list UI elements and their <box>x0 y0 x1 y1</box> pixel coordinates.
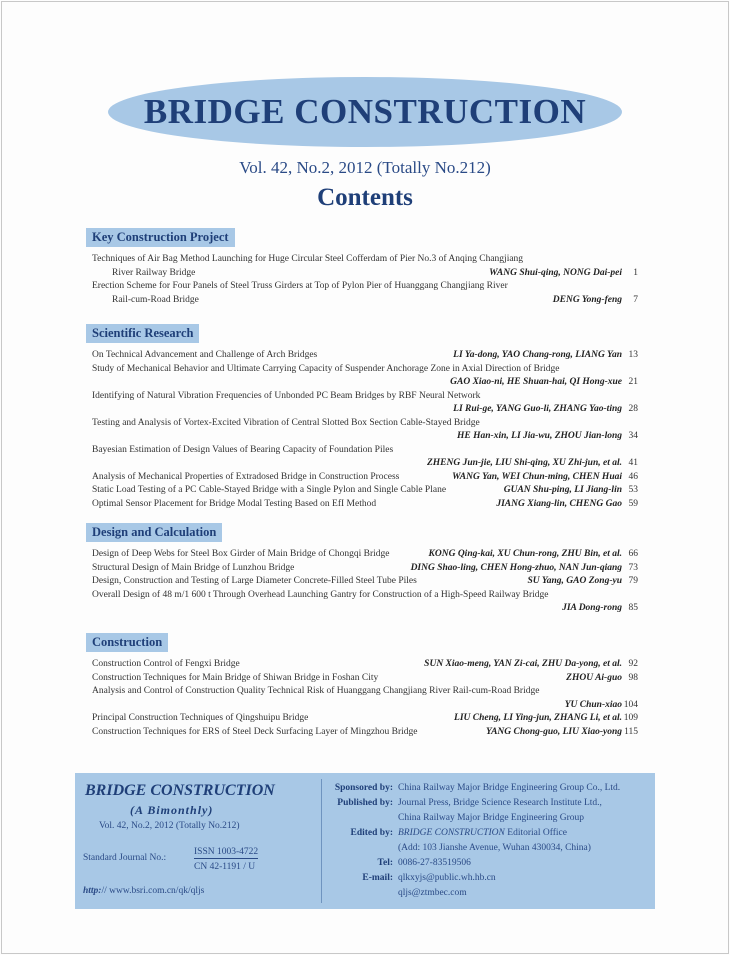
edited-label: Edited by: <box>350 828 393 838</box>
entry-title: Overall Design of 48 m/1 600 t Through Overhead Launching Gantry for Construction of a High-Speed Railway Bridge <box>92 589 549 600</box>
entry-title: Bayesian Estimation of Design Values of Bearing Capacity of Foundation Piles <box>92 444 394 455</box>
toc-entry[interactable] <box>86 672 646 686</box>
entry-page: 46 <box>628 471 638 482</box>
entry-page: 41 <box>628 458 638 468</box>
toc-entry[interactable] <box>86 685 646 712</box>
entry-authors: LI Rui-ge, YANG Guo-li, ZHANG Yao-ting <box>453 404 622 414</box>
entry-title: Study of Mechanical Behavior and Ultimate Carrying Capacity of Suspender Anchorage Zone in Axial Direction of Bridge <box>92 363 560 374</box>
toc-entry[interactable] <box>86 349 646 363</box>
entry-authors: ZHENG Jun-jie, LIU Shi-qing, XU Zhi-jun, et al. <box>426 458 622 468</box>
entry-title-cont: River Railway Bridge <box>112 267 196 278</box>
entry-authors: GUAN Shu-ping, LI Jiang-lin <box>503 485 622 495</box>
contents-heading: Contents <box>317 184 413 211</box>
entry-page: 92 <box>628 659 638 669</box>
entry-title: Optimal Sensor Placement for Bridge Modal Testing Based on EfI Method <box>92 498 377 509</box>
entry-page: 66 <box>628 549 638 559</box>
entry-title: Analysis and Control of Construction Quality Technical Risk of Huanggang Changjiang River Rail-cum-Road Bridge <box>92 686 540 696</box>
entry-page: 73 <box>628 562 638 573</box>
edited-rest: Editorial Office <box>504 828 567 838</box>
section-title: Construction <box>86 633 168 652</box>
toc-entry[interactable] <box>86 498 646 512</box>
entry-title: Design of Deep Webs for Steel Box Girder of Main Bridge of Chongqi Bridge <box>92 549 390 559</box>
toc-entry[interactable] <box>86 726 646 740</box>
toc-entry[interactable] <box>86 575 646 589</box>
entry-title: Erection Scheme for Four Panels of Steel Truss Girders at Top of Pylon Pier of Huanggang Changjiang River <box>92 281 508 291</box>
entry-title: Analysis of Mechanical Properties of Extradosed Bridge in Construction Process <box>92 471 400 482</box>
address: (Add: 103 Jianshe Avenue, Wuhan 430034, China) <box>398 843 591 853</box>
entry-authors: LI Ya-dong, YAO Chang-rong, LIANG Yan <box>453 350 622 360</box>
entry-title: Techniques of Air Bag Method Launching for Huge Circular Steel Cofferdam of Pier No.3 of Anqing Changjiang <box>92 254 524 264</box>
entry-authors: WANG Yan, WEI Chun-ming, CHEN Huai <box>452 471 622 482</box>
entry-title: Testing and Analysis of Vortex-Excited Vibration of Central Slotted Box Section Cable-Stayed Bridge <box>92 417 480 428</box>
colophon-frequency: (A Bimonthly) <box>130 803 214 817</box>
entry-authors: JIA Dong-rong <box>562 603 622 613</box>
cn-number: CN 42-1191 / U <box>194 862 256 872</box>
entry-title-cont: Rail-cum-Road Bridge <box>112 294 199 305</box>
entry-page: 53 <box>628 485 638 495</box>
journal-title: BRIDGE CONSTRUCTION <box>143 92 587 131</box>
entry-authors: WANG Shui-qing, NONG Dai-pei <box>489 267 622 278</box>
section-scientific-research <box>86 324 646 511</box>
section-title: Design and Calculation <box>86 523 222 542</box>
entry-authors: ZHOU Ai-guo <box>566 672 622 683</box>
section-title: Key Construction Project <box>86 228 235 247</box>
entry-title: Construction Techniques for Main Bridge of Shiwan Bridge in Foshan City <box>92 672 379 683</box>
entry-page: 109 <box>623 713 638 723</box>
url-label: http: <box>83 886 102 896</box>
entry-authors: DING Shao-ling, CHEN Hong-zhuo, NAN Jun-qiang <box>410 562 622 573</box>
tel-label: Tel: <box>377 858 393 868</box>
sponsored-value: China Railway Major Bridge Engineering Group Co., Ltd. <box>398 783 621 793</box>
entry-page: 85 <box>628 603 638 613</box>
entry-title: Principal Construction Techniques of Qingshuipu Bridge <box>92 713 309 723</box>
volume-line: Vol. 42, No.2, 2012 (Totally No.212) <box>239 158 491 177</box>
divider <box>321 779 322 903</box>
section-title: Scientific Research <box>86 324 199 343</box>
toc-entry[interactable] <box>86 484 646 498</box>
entry-authors: SUN Xiao-meng, YAN Zi-cai, ZHU Da-yong, et al. <box>424 659 622 669</box>
entry-authors: YANG Chong-guo, LIU Xiao-yong <box>485 726 622 737</box>
published-label: Published by: <box>337 798 393 808</box>
toc-entry[interactable] <box>86 471 646 485</box>
website-link[interactable] <box>83 886 204 896</box>
issn: ISSN 1003-4722 <box>194 847 259 857</box>
toc-entry[interactable] <box>86 280 646 307</box>
entry-page: 34 <box>628 431 638 441</box>
published-value-2: China Railway Major Bridge Engineering Group <box>398 813 585 823</box>
entry-page: 1 <box>633 267 638 278</box>
entry-authors: HE Han-xin, LI Jia-wu, ZHOU Jian-long <box>457 431 622 441</box>
section-key-construction-project <box>86 228 646 307</box>
entry-title: Identifying of Natural Vibration Frequencies of Unbonded PC Beam Bridges by RBF Neural Network <box>92 390 481 401</box>
colophon-volume: Vol. 42, No.2, 2012 (Totally No.212) <box>99 821 240 831</box>
email-value-2[interactable]: qljs@ztmbec.com <box>398 888 467 898</box>
colophon-title: BRIDGE CONSTRUCTION <box>85 782 275 799</box>
toc-entry[interactable] <box>86 253 646 280</box>
email-label: E-mail: <box>362 873 393 883</box>
toc-entry[interactable] <box>86 658 646 672</box>
toc-entry[interactable] <box>86 363 646 390</box>
entry-authors: YU Chun-xiao <box>564 699 622 710</box>
sponsored-label: Sponsored by: <box>334 783 393 793</box>
toc-entry[interactable] <box>86 548 646 562</box>
entry-page: 79 <box>628 576 638 586</box>
entry-title: Design, Construction and Testing of Large Diameter Concrete-Filled Steel Tube Piles <box>92 576 417 586</box>
toc-entry[interactable] <box>86 390 646 417</box>
entry-authors: JIANG Xiang-lin, CHENG Gao <box>496 498 622 509</box>
standard-journal-label: Standard Journal No.: <box>83 853 167 863</box>
entry-authors: SU Yang, GAO Zong-yu <box>527 576 622 586</box>
email-value-1[interactable]: qlkxyjs@public.wh.hb.cn <box>398 873 496 883</box>
tel-value: 0086-27-83519506 <box>398 858 471 868</box>
toc-entry[interactable] <box>86 444 646 471</box>
entry-page: 98 <box>628 672 638 683</box>
entry-page: 13 <box>628 350 638 360</box>
entry-page: 28 <box>628 404 638 414</box>
entry-page: 21 <box>628 377 638 387</box>
url-text: // www.bsri.com.cn/qk/qljs <box>101 886 205 896</box>
entry-title: Structural Design of Main Bridge of Lunzhou Bridge <box>92 562 295 573</box>
colophon-box <box>75 773 655 909</box>
toc-entry[interactable] <box>86 589 646 616</box>
entry-authors: KONG Qing-kai, XU Chun-rong, ZHU Bin, et al. <box>428 549 622 559</box>
entry-title: Static Load Testing of a PC Cable-Stayed Bridge with a Single Pylon and Single Cable Plane <box>92 485 447 495</box>
entry-authors: DENG Yong-feng <box>552 294 622 305</box>
published-value-1: Journal Press, Bridge Science Research Institute Ltd., <box>398 798 602 808</box>
entry-authors: LIU Cheng, LI Ying-jun, ZHANG Li, et al. <box>454 713 622 723</box>
entry-page: 104 <box>623 699 638 710</box>
toc-entry[interactable] <box>86 562 646 576</box>
section-design-and-calculation <box>86 523 646 616</box>
entry-title: Construction Techniques for ERS of Steel Deck Surfacing Layer of Mingzhou Bridge <box>92 726 418 737</box>
entry-page: 7 <box>633 294 638 305</box>
entry-authors: GAO Xiao-ni, HE Shuan-hai, QI Hong-xue <box>450 377 622 387</box>
edited-value <box>398 828 567 838</box>
entry-page: 115 <box>624 726 638 737</box>
entry-title: Construction Control of Fengxi Bridge <box>92 659 240 669</box>
toc-entry[interactable] <box>86 712 646 726</box>
section-construction <box>86 633 646 739</box>
toc-entry[interactable] <box>86 417 646 444</box>
journal-title-banner <box>108 77 622 147</box>
edited-journal: BRIDGE CONSTRUCTION <box>398 828 505 838</box>
entry-title: On Technical Advancement and Challenge of Arch Bridges <box>92 350 318 360</box>
entry-page: 59 <box>628 498 638 509</box>
